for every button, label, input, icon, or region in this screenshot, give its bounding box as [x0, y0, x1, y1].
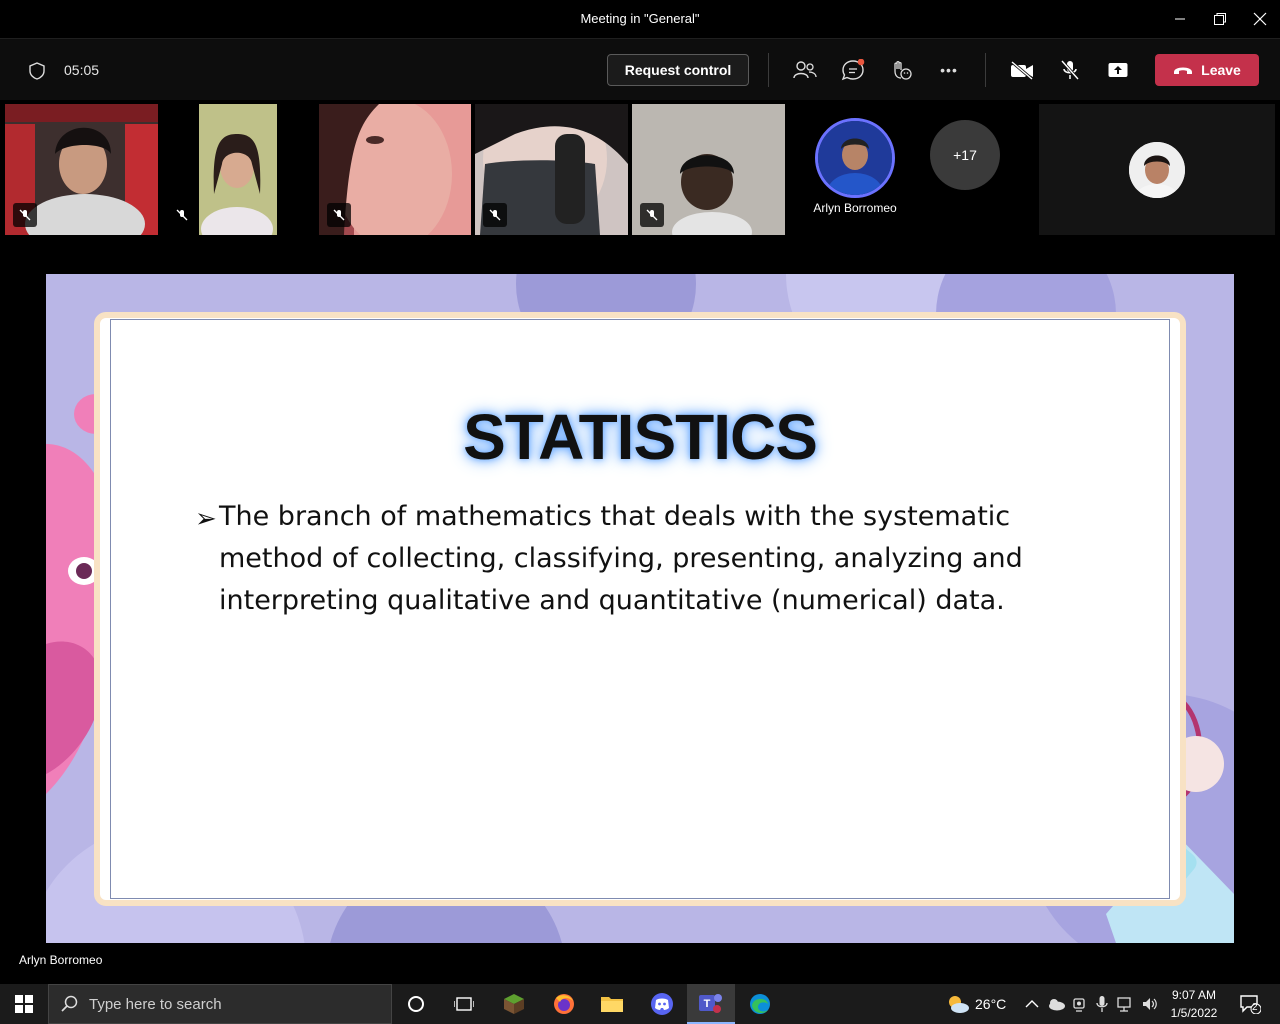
notification-center-button[interactable]: [1236, 990, 1264, 1018]
restore-button[interactable]: [1208, 8, 1232, 30]
search-placeholder: Type here to search: [89, 995, 222, 1013]
meeting-timer: 05:05: [64, 62, 100, 78]
taskbar-app-firefox[interactable]: [550, 990, 578, 1018]
muted-indicator: [13, 203, 37, 227]
leave-label: Leave: [1201, 62, 1241, 78]
discord-icon: [650, 992, 674, 1016]
self-avatar-image: [1129, 142, 1185, 198]
chevron-up-icon: [1025, 999, 1039, 1009]
chat-icon: [841, 59, 865, 81]
mic-off-icon: [176, 209, 188, 221]
muted-indicator: [483, 203, 507, 227]
share-content-button[interactable]: [1105, 57, 1131, 83]
camera-toggle-button[interactable]: [1008, 57, 1036, 83]
mic-off-icon: [646, 209, 658, 221]
participant-video-tile[interactable]: [5, 104, 158, 235]
reactions-button[interactable]: [888, 57, 914, 83]
hang-up-icon: [1173, 64, 1193, 76]
task-view-icon: [454, 995, 474, 1013]
volume-tray-icon[interactable]: [1136, 990, 1164, 1018]
taskbar-app-discord[interactable]: [648, 990, 676, 1018]
participant-video-tile[interactable]: [162, 104, 315, 235]
weather-widget[interactable]: [944, 990, 972, 1018]
window-title: Meeting in "General": [580, 11, 700, 26]
muted-indicator: [640, 203, 664, 227]
taskbar-app-edge[interactable]: [746, 990, 774, 1018]
windows-taskbar: [0, 984, 1280, 1024]
leave-button[interactable]: [1155, 54, 1259, 86]
presenter-avatar-image: [818, 121, 892, 195]
muted-indicator: [170, 203, 194, 227]
network-icon: [1116, 996, 1136, 1012]
taskbar-app-teams-active[interactable]: [687, 984, 735, 1024]
edge-icon: [748, 992, 772, 1016]
search-icon: [61, 995, 79, 1013]
speaker-icon: [1141, 996, 1159, 1012]
share-tray-icon: [1107, 60, 1129, 80]
partly-cloudy-icon: [945, 993, 971, 1015]
svg-text:T: T: [703, 998, 711, 1010]
self-view-tile[interactable]: [1039, 104, 1275, 235]
slide-content-box: [110, 319, 1170, 899]
participants-button[interactable]: [792, 57, 818, 83]
windows-logo-icon: [15, 995, 33, 1013]
presentation-slide: [46, 274, 1234, 943]
more-participants-badge[interactable]: +17: [930, 120, 1000, 190]
mic-off-icon: [489, 209, 501, 221]
taskbar-app-minecraft[interactable]: [500, 990, 528, 1018]
minimize-button[interactable]: [1168, 8, 1192, 30]
muted-indicator: [327, 203, 351, 227]
more-actions-button[interactable]: •••: [940, 62, 958, 78]
close-icon: [1253, 12, 1267, 26]
mic-off-icon: [1059, 59, 1081, 81]
start-button[interactable]: [10, 990, 38, 1018]
chat-button[interactable]: [840, 57, 866, 83]
slide-bullet-text: The branch of mathematics that deals with the systematic method of collecting, classifying, presenting, analyzing and interpreting qualitative and quantitative (numerical) data.: [219, 501, 1023, 616]
camera-off-icon: [1009, 60, 1035, 80]
presenter-avatar[interactable]: [815, 118, 895, 198]
weather-temperature: 26°C: [975, 996, 1007, 1012]
raise-hand-icon: [889, 59, 913, 81]
mic-off-icon: [333, 209, 345, 221]
restore-icon: [1213, 12, 1227, 26]
taskbar-app-file-explorer[interactable]: [598, 990, 626, 1018]
folder-icon: [600, 994, 624, 1014]
bullet-arrow-icon: ➢: [195, 504, 217, 534]
cortana-button[interactable]: [402, 990, 430, 1018]
presenter-name: Arlyn Borromeo: [813, 201, 897, 215]
notification-count: 2: [1252, 1002, 1258, 1013]
toolbar-divider: [985, 53, 986, 87]
minimize-icon: [1174, 13, 1186, 25]
webcam-icon: [1072, 996, 1088, 1012]
close-window-button[interactable]: [1248, 8, 1272, 30]
teams-icon: [697, 991, 725, 1017]
meeting-toolbar: [0, 38, 1280, 100]
mic-off-icon: [19, 209, 31, 221]
request-control-button[interactable]: Request control: [607, 54, 749, 86]
task-view-button[interactable]: [450, 990, 478, 1018]
taskbar-clock-time[interactable]: 9:07 AM: [1171, 988, 1217, 1002]
cortana-circle-icon: [407, 995, 425, 1013]
participant-video-tile[interactable]: [319, 104, 471, 235]
microphone-icon: [1095, 995, 1109, 1013]
cloud-icon: [1046, 997, 1066, 1011]
participant-video-tile[interactable]: [475, 104, 628, 235]
minecraft-grass-block-icon: [503, 993, 525, 1015]
slide-title: STATISTICS: [463, 401, 817, 473]
people-icon: [793, 60, 817, 80]
mic-toggle-button[interactable]: [1057, 57, 1083, 83]
firefox-icon: [552, 992, 576, 1016]
presenter-label: Arlyn Borromeo: [19, 953, 103, 967]
taskbar-search-box[interactable]: [48, 984, 392, 1024]
participant-video-tile[interactable]: [632, 104, 785, 235]
toolbar-divider: [768, 53, 769, 87]
self-avatar: [1129, 142, 1185, 198]
title-bar: [0, 0, 1280, 38]
meeting-info-shield-icon[interactable]: [26, 60, 48, 82]
taskbar-clock-date[interactable]: 1/5/2022: [1170, 1006, 1218, 1020]
